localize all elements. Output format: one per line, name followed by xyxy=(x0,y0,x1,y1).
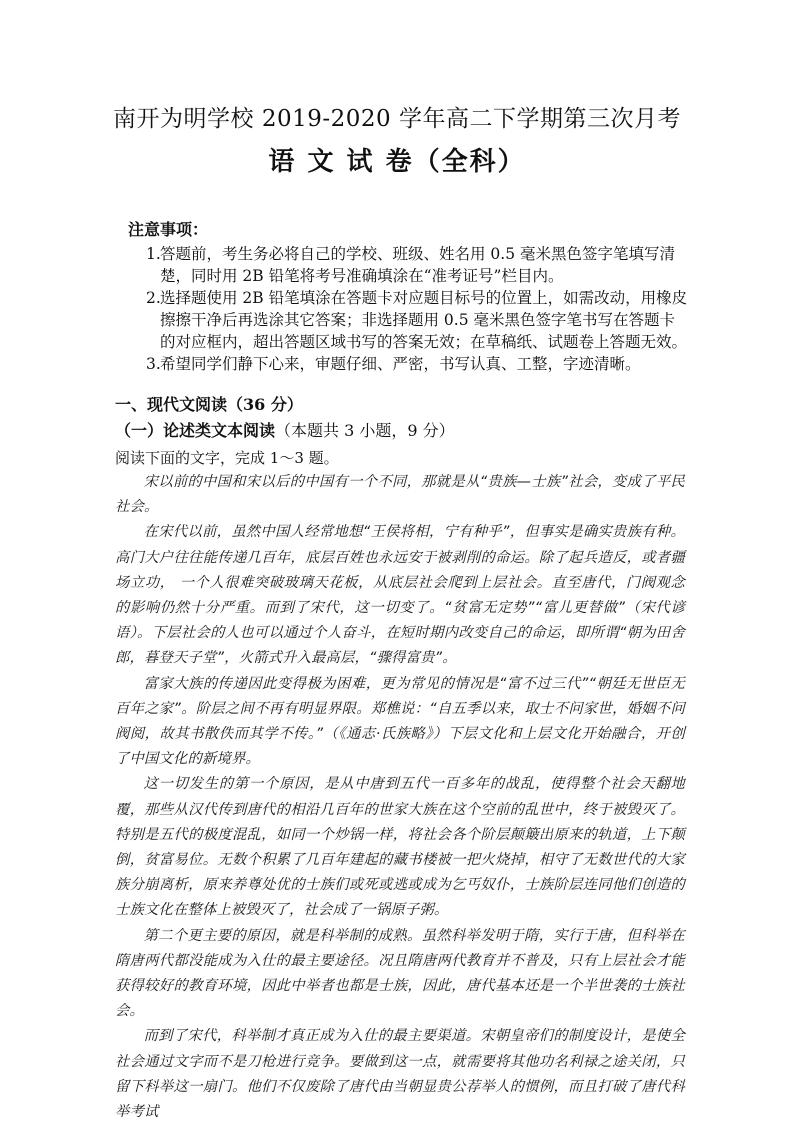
notice-item xyxy=(128,353,688,375)
notice-item-text: 答题前，考生务必将自己的学校、班级、姓名用 0.5 毫米黑色签字笔填写清楚，同时用 2B 铅笔将考号准确填涂在“准考证号”栏目内。 xyxy=(160,245,676,285)
passage-paragraph: 这一切发生的第一个原因，是从中唐到五代一百多年的战乱，使得整个社会天翻地覆，那些从汉代传到唐代的相沿几百年的世家大族在这个空前的乱世中，终于被毁灭了。特别是五代的极度混乱，如同一个炒锅一样，将社会各个阶层颠簸出原来的轨道，上下颠倒，贫富易位。无数个积累了几百年建起的藏书楼被一把火烧掉，相守了无数世代的大家族分崩离析，原来养尊处优的士族们或死或逃或成为乞丐奴仆，士族阶层连同他们创造的士族文化在整体上被毁灭了，社会成了一锅原子粥。 xyxy=(115,776,685,919)
section-heading: 一、现代文阅读（36 分） xyxy=(115,395,303,414)
subsection-title: （一）论述类文本阅读 xyxy=(115,421,276,440)
notice-list xyxy=(128,243,688,375)
passage-paragraph: 宋以前的中国和宋以后的中国有一个不同，那就是从“贵族—士族”社会，变成了平民社会。 xyxy=(115,474,685,516)
exam-subtitle: 语 文 试 卷（全科） xyxy=(268,147,526,177)
reading-instruction: 阅读下面的文字，完成 1～3 题。 xyxy=(115,449,339,467)
notice-item-text: 选择题使用 2B 铅笔填涂在答题卡对应题目标号的位置上，如需改动，用橡皮擦擦干净后再选涂其它答案；非选择题用 0.5 毫米黑色签字笔书写在答题卡的对应框内，超出答题区域书写的答案无效；在草稿纸、试题卷上答题无效。 xyxy=(160,289,688,351)
notice-item-number: 2. xyxy=(146,289,161,307)
subsection-note: （本题共 3 小题，9 分） xyxy=(275,421,455,440)
notice-item-number: 3. xyxy=(146,355,161,373)
notice-item-number: 1. xyxy=(146,245,161,263)
exam-title: 南开为明学校 2019-2020 学年高二下学期第三次月考 xyxy=(113,106,681,132)
notice-block xyxy=(128,219,688,375)
passage xyxy=(115,470,685,1125)
passage-paragraph: 在宋代以前，虽然中国人经常地想“王侯将相，宁有种乎”，但事实是确实贵族有种。高门大户往往能传递几百年，底层百姓也永远安于被剥削的命运。除了起兵造反，或者疆场立功， 一个人很难突破玻璃天花板，从底层社会爬到上层社会。直至唐代，门阀观念的影响仍然十分严重。而到了宋代，这一切变了。“贫富无定势”“富儿更替做”（宋代谚语）。下层社会的人也可以通过个人奋斗，在短时期内改变自己的命运，即所谓“朝为田舍郎，暮登天子堂”，火箭式升入最高层，“骤得富贵”。 xyxy=(115,524,685,667)
notice-heading: 注意事项： xyxy=(128,220,209,239)
passage-paragraph: 富家大族的传递因此变得极为困难，更为常见的情况是“富不过三代”“朝廷无世臣无百年之家”。阶层之间不再有明显界限。郑樵说：“自五季以来，取士不问家世，婚姻不问阀阅，故其书散佚而其学不传。”（《通志·氏族略》）下层文化和上层文化开始融合，开创了中国文化的新境界。 xyxy=(115,675,685,768)
notice-item xyxy=(128,243,688,287)
passage-paragraph: 而到了宋代，科举制才真正成为入仕的最主要渠道。宋朝皇帝们的制度设计，是使全社会通过文字而不是刀枪进行竞争。要做到这一点，就需要将其他功名利禄之途关闭，只留下科举这一扇门。他们不仅废除了唐代由当朝显贵公荐举人的惯例，而且打破了唐代科举考试 xyxy=(115,1028,685,1121)
notice-item-text: 希望同学们静下心来，审题仔细、严密，书写认真、工整，字迹清晰。 xyxy=(160,355,641,373)
notice-item xyxy=(128,287,688,353)
subsection-heading xyxy=(115,420,455,442)
passage-paragraph: 第二个更主要的原因，就是科举制的成熟。虽然科举发明于隋，实行于唐，但科举在隋唐两代都没能成为入仕的最主要途径。况且隋唐两代教育并不普及，只有上层社会才能获得较好的教育环境，因此中举者也都是士族，因此，唐代基本还是一个半世袭的士族社会。 xyxy=(115,927,685,1020)
